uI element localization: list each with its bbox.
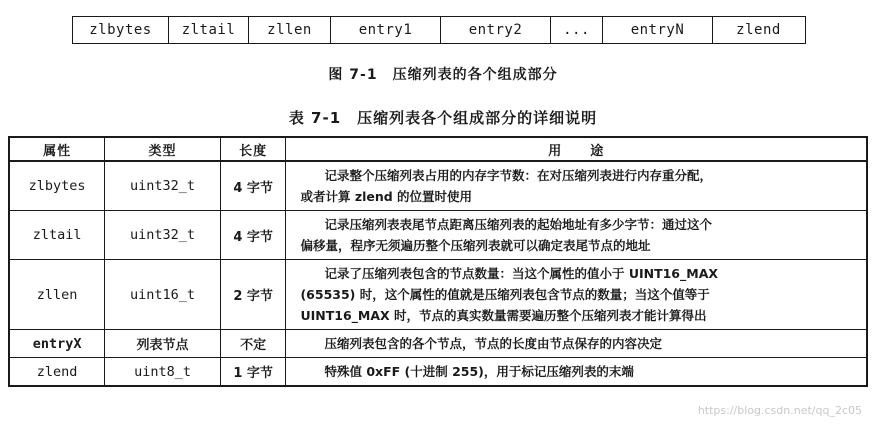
cell-type: uint32_t [105,211,221,260]
use-line: 压缩列表包含的各个节点，节点的长度由节点保存的内容决定 [324,336,662,351]
segment-entry2: entry2 [441,17,551,43]
use-line: 偏移量，程序无须遍历整个压缩列表就可以确定表尾节点的地址 [300,238,651,253]
table-row [9,161,867,211]
header-attr: 属性 [9,137,105,161]
cell-type: uint32_t [105,161,221,211]
cell-use [286,211,867,260]
cell-attr: zlend [9,358,105,387]
cell-use [286,260,867,330]
table-row [9,260,867,330]
table-row [9,211,867,260]
segment-zllen: zllen [249,17,331,43]
cell-use [286,330,867,358]
header-length: 长度 [220,137,286,161]
table-row [9,330,867,358]
cell-attr: zllen [9,260,105,330]
segment-ellipsis: ... [551,17,603,43]
table-header-row [9,137,867,161]
table-caption: 表 7-1 压缩列表各个组成部分的详细说明 [288,109,598,127]
use-line: 记录压缩列表表尾节点距离压缩列表的起始地址有多少字节：通过这个 [324,217,712,232]
segment-entry1: entry1 [331,17,441,43]
cell-use [286,161,867,211]
cell-length: 1 字节 [220,358,286,387]
cell-length: 2 字节 [220,260,286,330]
cell-length: 不定 [220,330,286,358]
ziplist-layout-strip [72,16,806,44]
use-line: UINT16_MAX 时，节点的真实数量需要遍历整个压缩列表才能计算得出 [300,308,707,323]
cell-attr: entryX [9,330,105,358]
cell-type: 列表节点 [105,330,221,358]
cell-attr: zlbytes [9,161,105,211]
watermark-text: https://blog.csdn.net/qq_2c05 [697,404,862,417]
segment-zlbytes: zlbytes [73,17,169,43]
use-line: 特殊值 0xFF (十进制 255)，用于标记压缩列表的末端 [324,364,634,379]
cell-length: 4 字节 [220,211,286,260]
segment-entryN: entryN [603,17,713,43]
cell-type: uint8_t [105,358,221,387]
header-type: 类型 [105,137,221,161]
cell-type: uint16_t [105,260,221,330]
use-line: 记录整个压缩列表占用的内存字节数：在对压缩列表进行内存重分配， [324,168,712,183]
segment-zltail: zltail [169,17,249,43]
cell-use [286,358,867,387]
header-use: 用 途 [286,137,867,161]
figure-caption: 图 7-1 压缩列表的各个组成部分 [328,67,558,83]
cell-length: 4 字节 [220,161,286,211]
use-line: 或者计算 zlend 的位置时使用 [300,189,473,204]
ziplist-detail-table [8,136,868,387]
use-line: 记录了压缩列表包含的节点数量：当这个属性的值小于 UINT16_MAX [324,266,719,281]
table-row [9,358,867,387]
segment-zlend: zlend [736,22,781,38]
use-line: (65535) 时，这个属性的值就是压缩列表包含节点的数量；当这个值等于 [300,287,710,302]
cell-attr: zltail [9,211,105,260]
